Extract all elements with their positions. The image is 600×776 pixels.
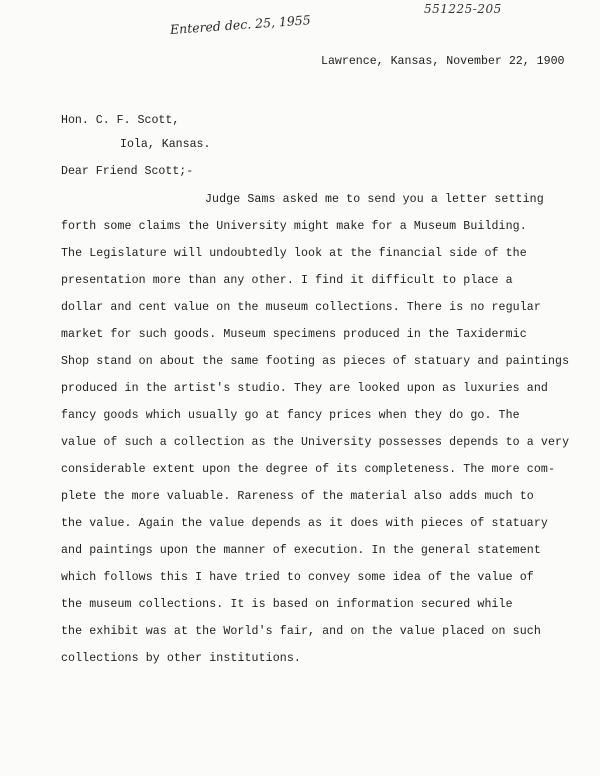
body-line: forth some claims the University might make for a Museum Building. (61, 220, 527, 233)
dateline: Lawrence, Kansas, November 22, 1900 (321, 55, 565, 68)
archive-id: 551225-205 (424, 2, 502, 16)
body-line: plete the more valuable. Rareness of the material also adds much to (61, 490, 534, 503)
handwritten-note: Entered dec. 25, 1955 (169, 12, 312, 37)
recipient-location: Iola, Kansas. (120, 138, 211, 151)
recipient-name: Hon. C. F. Scott, (61, 114, 180, 127)
body-line: market for such goods. Museum specimens produced in the Taxidermic (61, 328, 527, 341)
body-line: produced in the artist's studio. They are looked upon as luxuries and (61, 382, 548, 395)
body-line: considerable extent upon the degree of its completeness. The more com- (61, 463, 556, 476)
body-line: Judge Sams asked me to send you a letter setting (205, 193, 544, 206)
body-line: Shop stand on about the same footing as pieces of statuary and paintings (61, 355, 570, 368)
body-line: value of such a collection as the University possesses depends to a very (61, 436, 570, 449)
body-line: and paintings upon the manner of execution. In the general statement (61, 544, 541, 557)
body-line: The Legislature will undoubtedly look at the financial side of the (61, 247, 527, 260)
body-line: fancy goods which usually go at fancy prices when they do go. The (61, 409, 520, 422)
body-line: the museum collections. It is based on information secured while (61, 598, 513, 611)
salutation: Dear Friend Scott;- (61, 165, 194, 178)
body-line: the value. Again the value depends as it does with pieces of statuary (61, 517, 548, 530)
body-line: which follows this I have tried to convey some idea of the value of (61, 571, 534, 584)
body-line: collections by other institutions. (61, 652, 301, 665)
body-line: the exhibit was at the World's fair, and on the value placed on such (61, 625, 541, 638)
body-line: presentation more than any other. I find it difficult to place a (61, 274, 513, 287)
body-line: dollar and cent value on the museum collections. There is no regular (61, 301, 541, 314)
